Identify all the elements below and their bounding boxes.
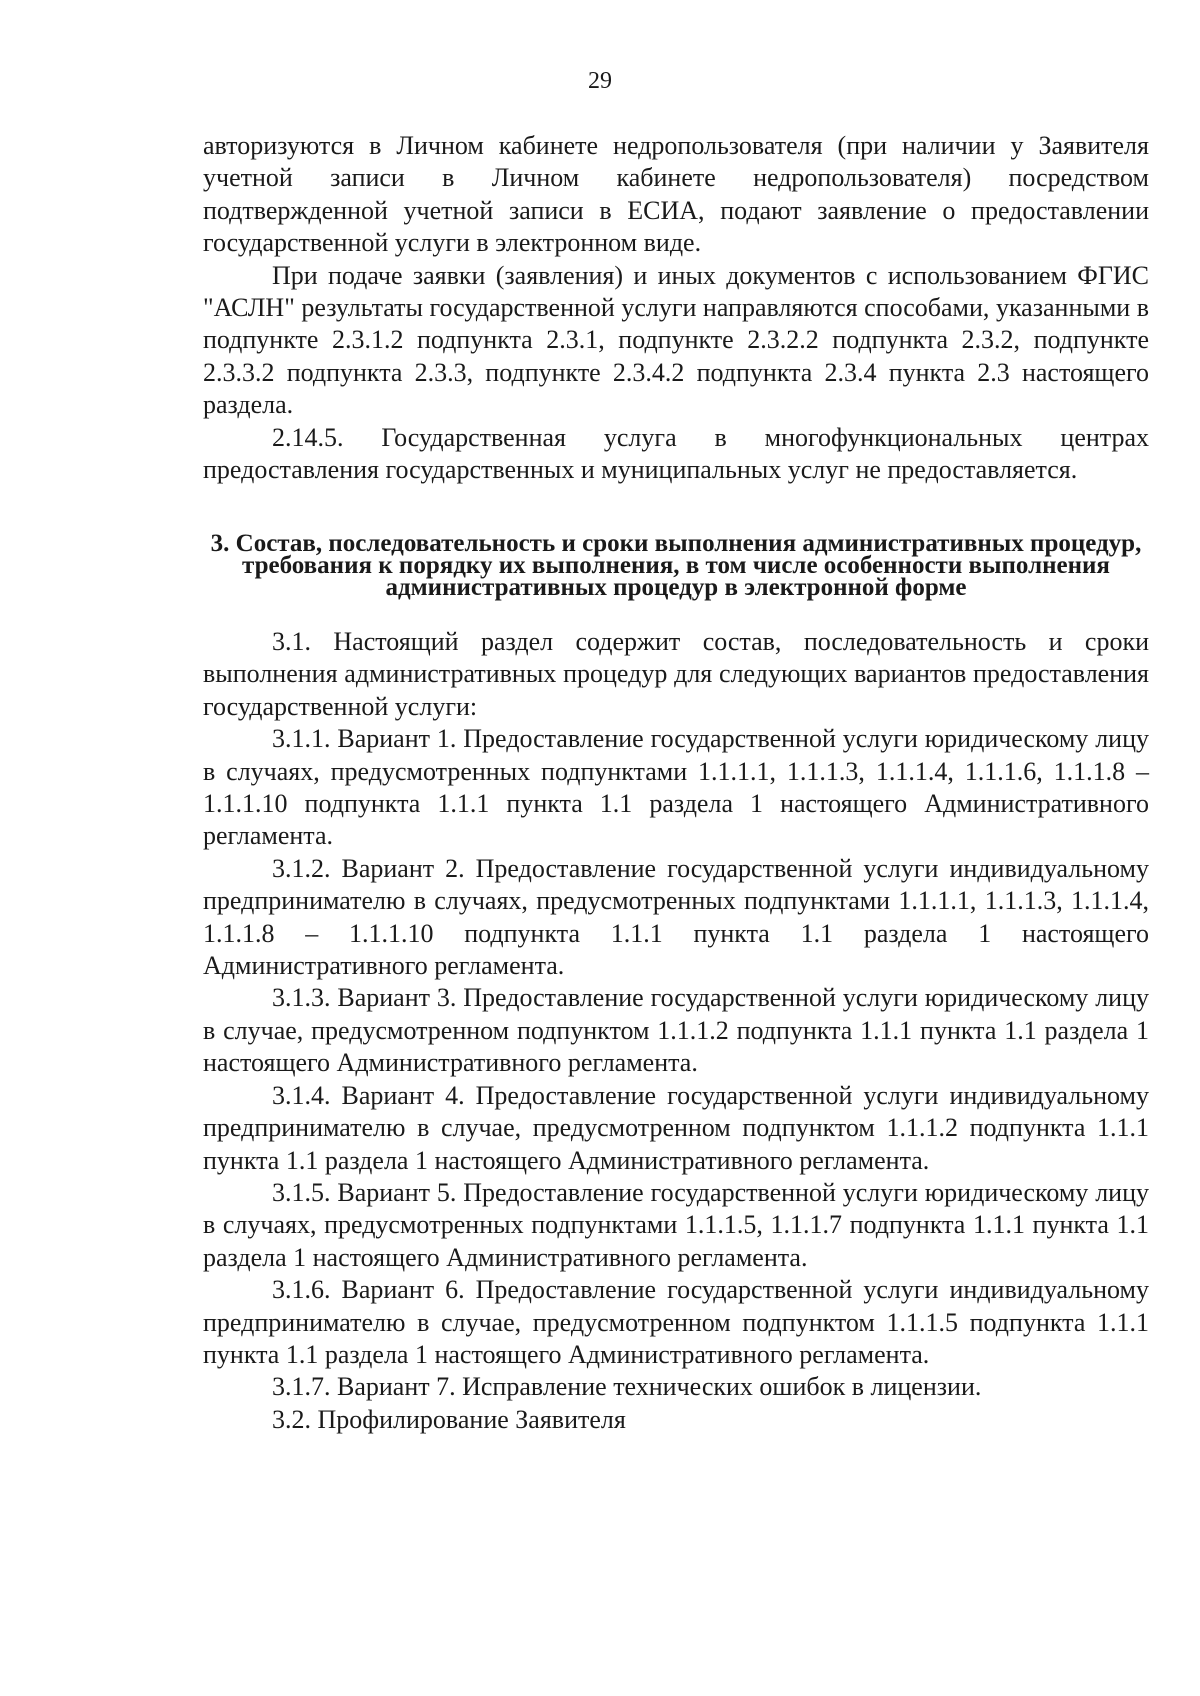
paragraph-3-1-4: 3.1.4. Вариант 4. Предоставление государственной услуги индивидуальному предпринимателю в случае, предусмотренном подпунктом 1.1.1.2 подпункта 1.1.1 пункта 1.1 раздела 1 настоящего Административного регламента. [203, 1080, 1149, 1175]
paragraph-3-1-1: 3.1.1. Вариант 1. Предоставление государственной услуги юридическому лицу в случаях, предусмотренных подпунктами 1.1.1.1, 1.1.1.3, 1.1.1.4, 1.1.1.6, 1.1.1.8 – 1.1.1.10 подпункта 1.1.1 пункта 1.1 раздела 1 настоящего Административного регламента. [203, 724, 1149, 851]
paragraph-aсln-results: При подаче заявки (заявления) и иных документов с использованием ФГИС "АСЛН" результаты государственной услуги направляются способами, указанными в подпункте 2.3.1.2 подпункта 2.3.1, подпункте 2.3.2.2 подпункта 2.3.2, подпункте 2.3.3.2 подпункта 2.3.3, подпункте 2.3.4.2 подпункта 2.3.4 пункта 2.3 настоящего раздела. [203, 260, 1149, 420]
paragraph-3-2: 3.2. Профилирование Заявителя [272, 1404, 626, 1434]
page-number: 29 [588, 68, 612, 94]
paragraph-3-1-2: 3.1.2. Вариант 2. Предоставление государственной услуги индивидуальному предпринимателю в случаях, предусмотренных подпунктами 1.1.1.1, 1.1.1.3, 1.1.1.4, 1.1.1.8 – 1.1.1.10 подпункта 1.1.1 пункта 1.1 раздела 1 настоящего Административного регламента. [203, 853, 1149, 981]
paragraph-continuation: авторизуются в Личном кабинете недропользователя (при наличии у Заявителя учетной записи в Личном кабинете недропользователя) посредством подтвержденной учетной записи в ЕСИА, подают заявление о предоставлении государственной услуги в электронном виде. [203, 131, 1149, 258]
paragraph-3-1-7: 3.1.7. Вариант 7. Исправление технических ошибок в лицензии. [272, 1372, 982, 1402]
paragraph-3-1: 3.1. Настоящий раздел содержит состав, последовательность и сроки выполнения административных процедур для следующих вариантов предоставления государственной услуги: [203, 627, 1149, 721]
section-3-text-block [203, 626, 1149, 1436]
paragraph-3-1-3: 3.1.3. Вариант 3. Предоставление государственной услуги юридическому лицу в случае, предусмотренном подпунктом 1.1.1.2 подпункта 1.1.1 пункта 1.1 раздела 1 настоящего Административного регламента. [203, 983, 1149, 1078]
paragraph-2-14-5: 2.14.5. Государственная услуга в многофункциональных центрах предоставления государственных и муниципальных услуг не предоставляется. [203, 422, 1149, 485]
paragraph-3-1-6: 3.1.6. Вариант 6. Предоставление государственной услуги индивидуальному предпринимателю в случае, предусмотренном подпунктом 1.1.1.5 подпункта 1.1.1 пункта 1.1 раздела 1 настоящего Административного регламента. [203, 1275, 1149, 1369]
paragraph-3-1-5: 3.1.5. Вариант 5. Предоставление государственной услуги юридическому лицу в случаях, предусмотренных подпунктами 1.1.1.5, 1.1.1.7 подпункта 1.1.1 пункта 1.1 раздела 1 настоящего Административного регламента. [203, 1177, 1149, 1272]
intro-text-block [203, 130, 1149, 486]
section-3-heading: 3. Состав, последовательность и сроки выполнения административных процедур, требования к порядку их выполнения, в том числе особенности выполнения административных процедур в электронной форме [210, 530, 1142, 601]
